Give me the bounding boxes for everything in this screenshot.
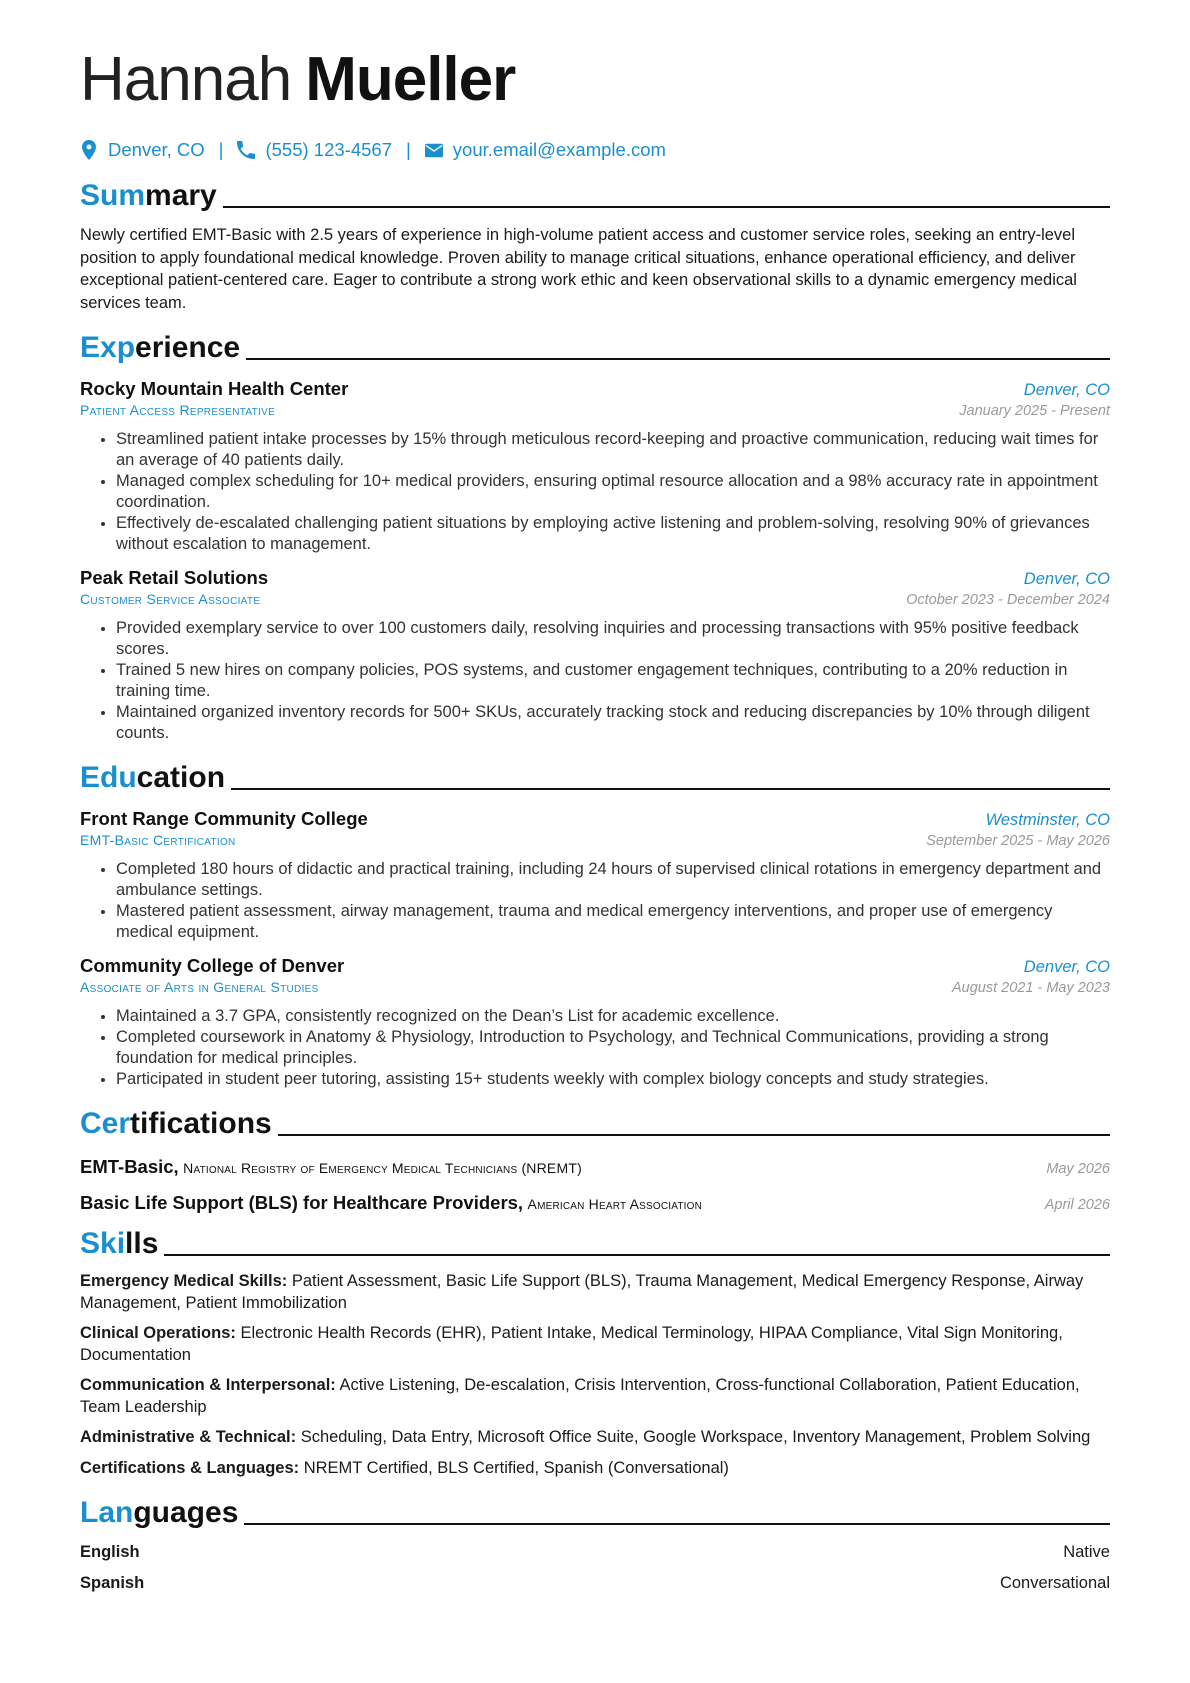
certification-date: April 2026 bbox=[1044, 1197, 1110, 1213]
experience-title-accent: Exp bbox=[80, 331, 136, 364]
employer-name: Peak Retail Solutions bbox=[80, 567, 269, 588]
bullet-item: • Mastered patient assessment, airway management, trauma and medical emergency interventions, and proper use of emergency medical equipment. bbox=[116, 901, 1110, 943]
bullet-list bbox=[80, 1006, 1110, 1090]
certifications-title bbox=[80, 1106, 272, 1142]
degree-title: EMT-Basic Certification bbox=[80, 832, 236, 848]
education-heading bbox=[80, 756, 1110, 796]
contact-phone[interactable] bbox=[237, 139, 392, 161]
skill-category bbox=[80, 1271, 1110, 1314]
experience-entry bbox=[80, 378, 1110, 555]
certification-date: May 2026 bbox=[1046, 1161, 1110, 1177]
bullet-item: • Provided exemplary service to over 100 customers daily, resolving inquiries and processing transactions with 95% positive feedback scores. bbox=[116, 618, 1110, 660]
skills-title-accent: Ski bbox=[80, 1227, 126, 1260]
languages-title-accent: Lan bbox=[80, 1496, 134, 1529]
skill-category-values: Scheduling, Data Entry, Microsoft Office Suite, Google Workspace, Inventory Management, Problem Solving bbox=[300, 1428, 1091, 1446]
skill-category-label: Administrative & Technical: bbox=[80, 1428, 297, 1446]
bullet-item: • Trained 5 new hires on company policies, POS systems, and customer engagement techniques, contributing to a 20% reduction in training time. bbox=[116, 660, 1110, 702]
skill-category-label: Certifications & Languages: bbox=[80, 1458, 300, 1477]
last-name: Mueller bbox=[305, 45, 516, 114]
bullet-list bbox=[80, 618, 1110, 744]
job-title: Customer Service Associate bbox=[80, 591, 261, 607]
bullet-item: • Maintained organized inventory records for 500+ SKUs, accurately tracking stock and reducing discrepancies by 10% through diligent counts. bbox=[116, 702, 1110, 744]
education-entry bbox=[80, 955, 1110, 1090]
experience-title bbox=[80, 330, 240, 366]
contact-separator: | bbox=[218, 139, 224, 160]
entry-dates: October 2023 - December 2024 bbox=[906, 592, 1110, 608]
certification-name: EMT-Basic, bbox=[80, 1156, 179, 1177]
bullet-list bbox=[80, 859, 1110, 943]
skill-category bbox=[80, 1323, 1110, 1366]
skill-category-values: Patient Assessment, Basic Life Support (BLS), Trauma Management, Medical Emergency Response, Airway Management, Patient Immobilization bbox=[80, 1272, 1084, 1312]
candidate-name bbox=[80, 38, 1110, 122]
bullet-list bbox=[80, 429, 1110, 555]
language-level: Conversational bbox=[999, 1574, 1110, 1592]
skills-title-rest: lls bbox=[125, 1227, 159, 1260]
skill-category bbox=[80, 1458, 1110, 1480]
bullet-item: • Effectively de-escalated challenging patient situations by employing active listening and problem-solving, resolving 90% of grievances without escalation to management. bbox=[116, 513, 1110, 555]
entry-location: Westminster, CO bbox=[985, 811, 1110, 829]
education-title bbox=[80, 760, 225, 796]
section-rule bbox=[244, 1523, 1110, 1525]
contact-email[interactable] bbox=[425, 139, 666, 161]
language-name: English bbox=[80, 1543, 140, 1561]
summary-title bbox=[80, 178, 217, 214]
summary-title-accent: Sum bbox=[80, 179, 146, 212]
email-text: your.email@example.com bbox=[452, 139, 666, 160]
skills-heading bbox=[80, 1222, 1110, 1262]
entry-dates: January 2025 - Present bbox=[959, 403, 1110, 419]
certification-item bbox=[80, 1156, 1110, 1178]
bullet-item: • Managed complex scheduling for 10+ medical providers, ensuring optimal resource allocation and a 98% accuracy rate in appointment coordination. bbox=[116, 471, 1110, 513]
certifications-heading bbox=[80, 1102, 1110, 1142]
entry-dates: September 2025 - May 2026 bbox=[926, 833, 1110, 849]
certification-issuer: National Registry of Emergency Medical Technicians (NREMT) bbox=[183, 1160, 582, 1176]
skill-category bbox=[80, 1375, 1110, 1418]
bullet-item: • Streamlined patient intake processes by 15% through meticulous record-keeping and proactive communication, reducing wait times for an average of 40 patients daily. bbox=[116, 429, 1110, 471]
skill-category-values: NREMT Certified, BLS Certified, Spanish (Conversational) bbox=[303, 1458, 729, 1477]
section-rule bbox=[164, 1254, 1110, 1256]
phone-icon bbox=[237, 140, 255, 160]
skill-category-values: Active Listening, De-escalation, Crisis Intervention, Cross-functional Collaboration, Patient Education, Team Leadership bbox=[80, 1376, 1080, 1416]
entry-location: Denver, CO bbox=[1023, 958, 1110, 976]
language-level: Native bbox=[1063, 1543, 1110, 1561]
bullet-item: • Completed coursework in Anatomy & Physiology, Introduction to Psychology, and Technical Communications, providing a strong foundation for medical principles. bbox=[116, 1027, 1110, 1069]
experience-title-rest: erience bbox=[135, 331, 241, 364]
skill-category-values: Electronic Health Records (EHR), Patient Intake, Medical Terminology, HIPAA Compliance, Vital Sign Monitoring, Documentation bbox=[80, 1324, 1063, 1364]
summary-heading bbox=[80, 174, 1110, 214]
skills-title bbox=[80, 1226, 158, 1262]
languages-title bbox=[80, 1495, 238, 1531]
contact-line bbox=[80, 136, 1110, 164]
summary-text: Newly certified EMT-Basic with 2.5 years of experience in high-volume patient access and customer service roles, seeking an entry-level position to apply foundational medical knowledge. Proven ability to manage critical situations, enhance operational efficiency, and deliver exceptional patient-centered care. Eager to contribute a strong work ethic and keen observational skills to a dynamic emergency medical services team. bbox=[80, 226, 1077, 312]
experience-heading bbox=[80, 326, 1110, 366]
language-item bbox=[80, 1543, 1110, 1562]
summary-title-rest: mary bbox=[145, 179, 217, 212]
section-rule bbox=[223, 206, 1110, 208]
first-name: Hannah bbox=[80, 45, 292, 114]
degree-title: Associate of Arts in General Studies bbox=[80, 979, 319, 995]
entry-location: Denver, CO bbox=[1023, 381, 1110, 399]
certification-issuer: American Heart Association bbox=[527, 1196, 703, 1212]
map-pin-icon bbox=[80, 140, 98, 160]
languages-title-rest: guages bbox=[133, 1496, 239, 1529]
skill-category-label: Communication & Interpersonal: bbox=[80, 1376, 336, 1394]
job-title: Patient Access Representative bbox=[80, 402, 276, 418]
certifications-title-accent: Cer bbox=[80, 1107, 131, 1140]
languages-heading bbox=[80, 1491, 1110, 1531]
envelope-icon bbox=[425, 140, 443, 160]
entry-location: Denver, CO bbox=[1023, 570, 1110, 588]
bullet-item: • Maintained a 3.7 GPA, consistently recognized on the Dean’s List for academic excellence. bbox=[116, 1006, 1110, 1027]
phone-text: (555) 123-4567 bbox=[265, 139, 392, 160]
language-item bbox=[80, 1574, 1110, 1593]
experience-entry bbox=[80, 567, 1110, 744]
employer-name: Rocky Mountain Health Center bbox=[80, 378, 349, 399]
skill-category bbox=[80, 1427, 1110, 1449]
education-title-accent: Edu bbox=[80, 761, 137, 794]
section-rule bbox=[246, 358, 1110, 360]
contact-location bbox=[80, 139, 205, 161]
language-name: Spanish bbox=[80, 1574, 145, 1592]
education-entry bbox=[80, 808, 1110, 943]
school-name: Community College of Denver bbox=[80, 955, 345, 976]
contact-separator: | bbox=[405, 139, 411, 160]
entry-dates: August 2021 - May 2023 bbox=[952, 980, 1110, 996]
education-title-rest: cation bbox=[136, 761, 226, 794]
section-rule bbox=[231, 788, 1110, 790]
location-text: Denver, CO bbox=[108, 139, 205, 160]
bullet-item: • Completed 180 hours of didactic and practical training, including 24 hours of supervised clinical rotations in emergency department and ambulance settings. bbox=[116, 859, 1110, 901]
certification-name: Basic Life Support (BLS) for Healthcare Providers, bbox=[80, 1192, 524, 1213]
section-rule bbox=[278, 1134, 1110, 1136]
school-name: Front Range Community College bbox=[80, 808, 368, 829]
skill-category-label: Emergency Medical Skills: bbox=[80, 1272, 288, 1290]
certification-item bbox=[80, 1192, 1110, 1214]
bullet-item: • Participated in student peer tutoring, assisting 15+ students weekly with complex biology concepts and study strategies. bbox=[116, 1069, 1110, 1090]
skill-category-label: Clinical Operations: bbox=[80, 1324, 236, 1342]
certifications-title-rest: tifications bbox=[130, 1107, 272, 1140]
